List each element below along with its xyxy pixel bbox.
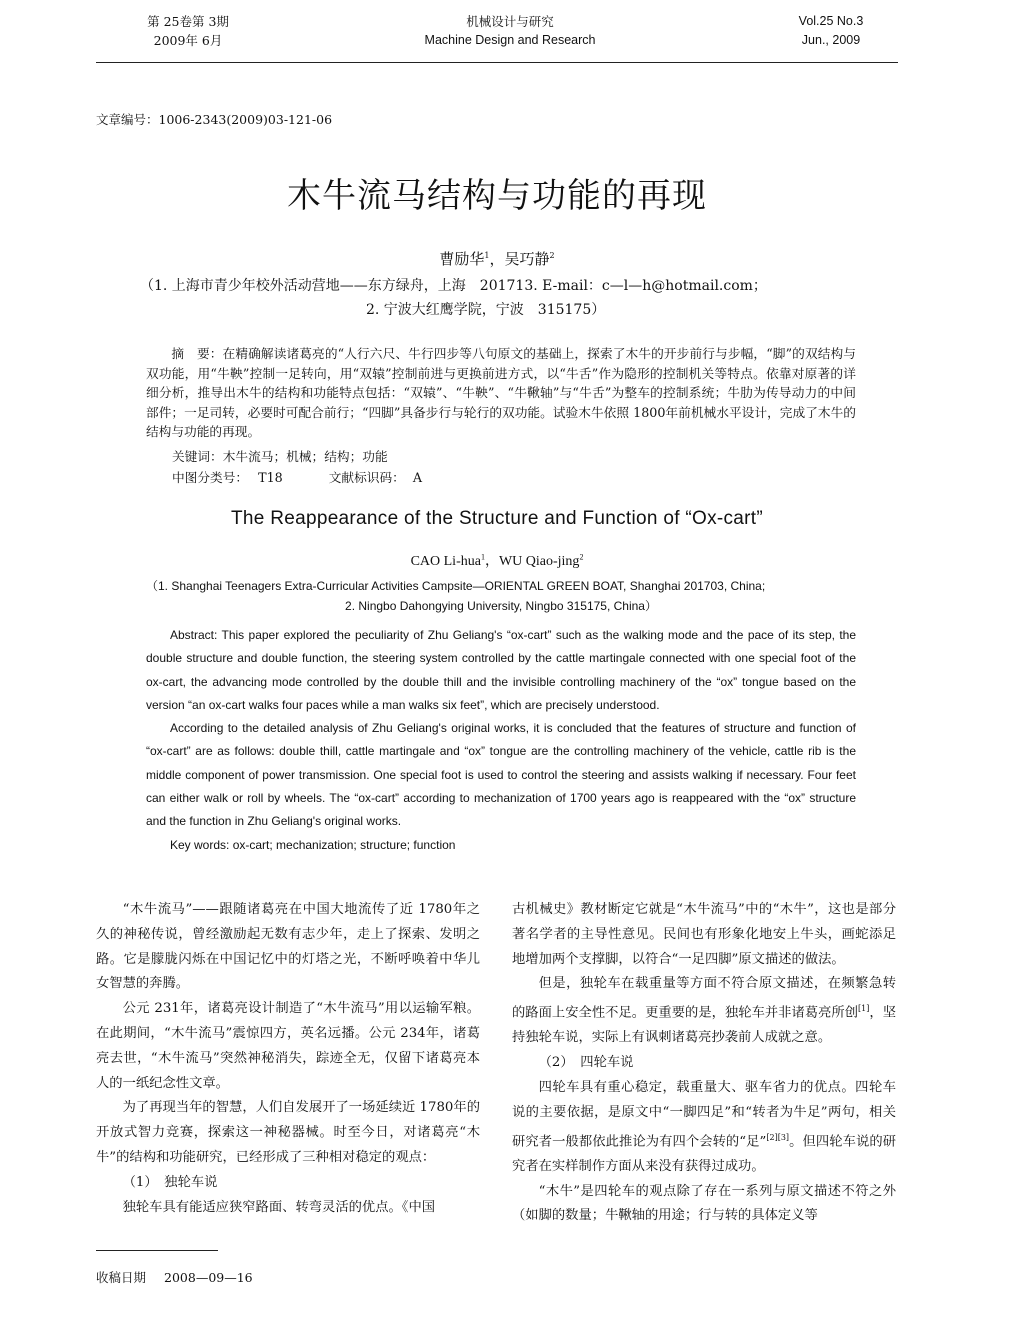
journal-date-line: 2009年 6月 [153, 33, 223, 48]
body-paragraph: “木牛”是四轮车的观点除了存在一系列与原文描述不符之外（如脚的数量；牛鞦轴的用途；行与转的具体定义等 [512, 1183, 896, 1224]
body-text: 。但四轮车说的研究者在实样制作方面从来没有获得过成功。 [512, 1134, 896, 1174]
author-1-en-mark: 1 [480, 552, 485, 562]
keywords-zh-block [172, 446, 422, 488]
classification-zh-value: T18 [258, 470, 283, 485]
journal-volume-line: 第 25卷第 3期 [147, 14, 229, 29]
doc-code-label: 文献标识码： [328, 470, 405, 485]
body-text: ，坚持独轮车说，实际上有讽刺诸葛亮抄袭前人成就之意。 [512, 1005, 897, 1046]
affiliation-zh [140, 274, 900, 322]
journal-name-en: Machine Design and Research [424, 33, 596, 47]
affiliation-zh-line1: （1. 上海市青少年校外活动营地——东方绿舟，上海 201713. E-mail：c—l—h@hotmail.com； [140, 278, 767, 294]
doc-code-value: A [412, 470, 423, 485]
body-paragraph: 独轮车具有能适应狭窄路面、转弯灵活的优点。《中国 [122, 1199, 436, 1215]
citation-ref[interactable]: [2][3] [766, 1132, 790, 1142]
received-date [96, 1268, 253, 1286]
keywords-zh-value: 木牛流马；机械；结构；功能 [222, 449, 388, 464]
affiliation-en-line2: 2. Ningbo Dahongying University, Ningbo 315175, China） [345, 599, 657, 613]
journal-name [360, 12, 660, 50]
abstract-zh [146, 344, 856, 442]
author-1-en: CAO Li-hua [410, 554, 481, 569]
journal-volume-en-line: Vol.25 No.3 [798, 14, 864, 28]
body-paragraph: 古机械史》教材断定它就是“木牛流马”中的“木牛”，这也是部分著名学者的主导性意见。民间也有形象化地安上牛头，画蛇添足地增加两个支撑脚，以符合“一足四脚”原文描述的做法。 [512, 902, 896, 967]
abstract-en [146, 624, 856, 857]
section-heading: （2） 四轮车说 [538, 1055, 634, 1071]
author-separator-en: ， [484, 554, 499, 569]
body-text: 但是，独轮车在载重量等方面不符合原文描述，在频繁急转的路面上安全性不足。更重要的是，独轮车并非诸葛亮所创 [512, 976, 896, 1021]
abstract-zh-label: 摘 要： [171, 346, 223, 361]
classification-zh-label: 中图分类号： [172, 470, 249, 485]
affiliation-en [146, 576, 856, 616]
body-paragraph: 公元 231年，诸葛亮设计制造了“木牛流马”用以运输军粮。在此期间，“木牛流马”震惊四方，英名远播。公元 234年，诸葛亮去世，“木牛流马”突然神秘消失，踪迹全无，仅留下诸葛亮本人的一纸纪念性文章。 [96, 1001, 480, 1091]
journal-date-en-line: Jun., 2009 [801, 33, 861, 47]
abstract-zh-body: 在精确解读诸葛亮的“人行六尺、牛行四步等八句原文的基础上，探索了木牛的开步前行与步幅，“脚”的双结构与双功能，用“牛鞅”控制一足转向，用“双辕”控制前进与更换前进方式，以“牛舌”作为隐形的控制机关等特点。依靠对原著的详细分析，推导出木牛的结构和功能特点包括：“双辕”、“牛鞅”、“牛鞦轴”与“牛舌”为整车的控制系统；牛肋为传导动力的中间部件；一足司转，必要时可配合前行；“四脚”具备步行与轮行的双功能。试验木牛依照 1800年前机械水平设计，完成了木牛的结构与功能的再现。 [146, 346, 856, 439]
author-2-zh: 吴巧静 [504, 250, 550, 268]
citation-ref[interactable]: [1] [858, 1004, 870, 1014]
authors-en [96, 550, 898, 570]
journal-name-zh: 机械设计与研究 [466, 14, 554, 29]
article-number: 文章编号：1006-2343(2009)03-121-06 [96, 112, 333, 127]
author-separator-zh: ， [489, 250, 505, 268]
body-paragraph: “木牛流马”——跟随诸葛亮在中国大地流传了近 1780年之久的神秘传说，曾经激励起无数有志少年，走上了探索、发明之路。它是朦胧闪烁在中国记忆中的灯塔之光，不断呼唤着中华儿女智慧的奔腾。 [96, 902, 480, 992]
header-rule [96, 62, 898, 63]
author-1-zh: 曹励华 [439, 250, 485, 268]
body-column-left [96, 898, 480, 1220]
author-2-en-mark: 2 [579, 552, 584, 562]
received-date-label: 收稿日期 [96, 1270, 147, 1285]
journal-volume [118, 12, 258, 50]
footnote-rule [96, 1250, 218, 1251]
abstract-en-p1: Abstract: This paper explored the peculiarity of Zhu Geliang's “ox-cart” such as the walking mode and the pace of its step, the double structure and double function, the steering system controlled by the cattle martingale connected with one special foot of the ox-cart, the advancing mode controlled by the double thill and the invisible controlling machinery of the “ox” tongue based on the version “an ox-cart walks four paces while a man walks six feet”, which are precisely understood. [146, 628, 856, 712]
author-2-zh-mark: 2 [549, 251, 555, 260]
body-paragraph [512, 972, 896, 1051]
keywords-en: Key words: ox-cart; mechanization; structure; function [170, 837, 456, 852]
author-1-zh-mark: 1 [484, 251, 490, 260]
paper-title-en: The Reappearance of the Structure and Function of “Ox-cart” [230, 508, 764, 529]
authors-zh [96, 248, 898, 269]
body-text: 四轮车具有重心稳定，载重量大、驱车省力的优点。四轮车说的主要依据，是原文中“一脚四足”和“转者为牛足”两句，相关研究者一般都依此推论为有四个会转的“足” [512, 1080, 896, 1150]
paper-title-zh: 木牛流马结构与功能的再现 [287, 176, 707, 216]
abstract-en-p2: According to the detailed analysis of Zhu Geliang's original works, it is concluded that the features of structure and function of “ox-cart” are as follows: double thill, cattle martingale and “ox” tongue are the controlling machinery of the vehicle, cattle rib is the middle component of power transmission. One special foot is used to control the steering and assists walking if necessary. Four feet can either walk or roll by wheels. The “ox-cart” according to mechanization of 1700 years ago is reappeared with the “ox” structure and the function in Zhu Geliang's original works. [146, 721, 856, 829]
journal-volume-en [760, 12, 902, 50]
keywords-zh [172, 446, 422, 467]
received-date-value: 2008—09—16 [164, 1270, 253, 1285]
classification-zh [172, 467, 422, 488]
affiliation-zh-line2: 2. 宁波大红鹰学院，宁波 315175） [366, 302, 606, 318]
affiliation-en-line1: （1. Shanghai Teenagers Extra-Curricular Activities Campsite—ORIENTAL GREEN BOAT, Shanghai 201703, China; [146, 579, 766, 593]
author-2-en: WU Qiao-jing [498, 554, 580, 569]
keywords-zh-label: 关键词： [172, 449, 223, 464]
body-paragraph: 为了再现当年的智慧，人们自发展开了一场延续近 1780年的开放式智力竞赛，探索这一神秘器械。时至今日，对诸葛亮“木牛”的结构和功能研究，已经形成了三种相对稳定的观点： [96, 1100, 480, 1165]
section-heading: （1） 独轮车说 [122, 1174, 218, 1190]
body-paragraph [512, 1076, 896, 1180]
body-column-right [512, 898, 896, 1229]
